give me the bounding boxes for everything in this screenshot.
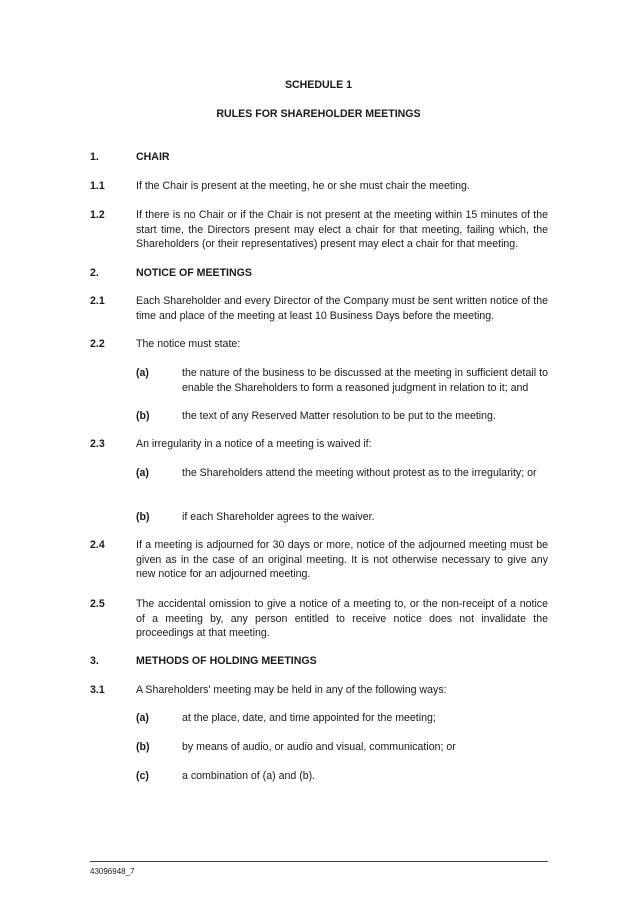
schedule-title: SCHEDULE 1	[284, 79, 353, 91]
clause-number: 2.3	[90, 438, 105, 450]
document-reference: 43096948_7	[90, 867, 135, 876]
section-title: CHAIR	[136, 151, 170, 163]
clause-text: If there is no Chair or if the Chair is not present at the meeting within 15 minutes of the start time, the Directors present may elect a chair for that meeting, failing which, the Shareholders (or their representatives) present may elect a chair for that meeting.	[136, 209, 548, 250]
clause-number: 2.1	[90, 295, 105, 307]
clause-number: 2.2	[90, 338, 105, 350]
item-label: (a)	[136, 467, 149, 479]
item-label: (b)	[136, 741, 150, 753]
clause-text: A Shareholders' meeting may be held in any of the following ways:	[136, 684, 447, 696]
item-label: (b)	[136, 511, 150, 523]
section-number: 2.	[90, 267, 99, 279]
section-title: METHODS OF HOLDING MEETINGS	[136, 655, 317, 667]
clause-text: An irregularity in a notice of a meeting is waived if:	[136, 438, 372, 450]
item-label: (c)	[136, 770, 149, 782]
section-number: 3.	[90, 655, 99, 667]
clause-text: The accidental omission to give a notice of a meeting to, or the non-receipt of a notice of a meeting by, any person entitled to receive notice does not invalidate the proceedings at that meeting.	[136, 598, 548, 639]
clause-number: 2.4	[90, 539, 105, 551]
clause-text: The notice must state:	[136, 338, 241, 350]
item-text: at the place, date, and time appointed for the meeting;	[182, 712, 436, 724]
clause-number: 2.5	[90, 598, 105, 610]
clause-text: If the Chair is present at the meeting, he or she must chair the meeting.	[136, 180, 470, 192]
item-text: a combination of (a) and (b).	[182, 770, 316, 782]
clause-number: 1.1	[90, 180, 105, 192]
item-label: (b)	[136, 410, 150, 422]
section-title: NOTICE OF MEETINGS	[136, 267, 252, 279]
footer-divider	[90, 861, 548, 862]
item-text: the text of any Reserved Matter resolution to be put to the meeting.	[182, 410, 496, 422]
clause-text: Each Shareholder and every Director of the Company must be sent written notice of the time and place of the meeting at least 10 Business Days before the meeting.	[136, 295, 548, 322]
section-number: 1.	[90, 151, 99, 163]
item-text: by means of audio, or audio and visual, communication; or	[182, 741, 456, 753]
clause-number: 1.2	[90, 209, 105, 221]
clause-text: If a meeting is adjourned for 30 days or more, notice of the adjourned meeting must be given as in the case of an original meeting. It is not otherwise necessary to give any new notice for an adjourned meeting.	[136, 539, 548, 580]
item-label: (a)	[136, 712, 149, 724]
schedule-subtitle: RULES FOR SHAREHOLDER MEETINGS	[216, 108, 421, 120]
item-label: (a)	[136, 367, 149, 379]
clause-number: 3.1	[90, 684, 105, 696]
item-text: the nature of the business to be discussed at the meeting in sufficient detail to enable the Shareholders to form a reasoned judgment in relation to it; and	[182, 367, 548, 394]
item-text: the Shareholders attend the meeting without protest as to the irregularity; or	[182, 467, 537, 479]
item-text: if each Shareholder agrees to the waiver.	[182, 511, 375, 523]
